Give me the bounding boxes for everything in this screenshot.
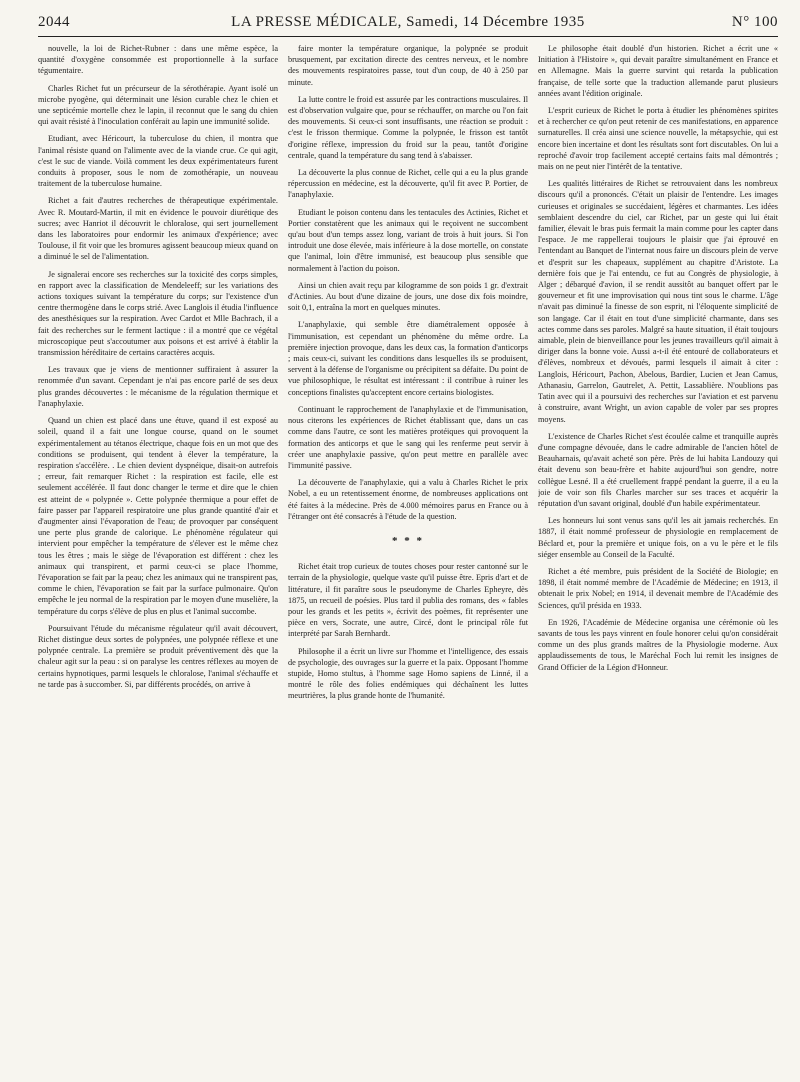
article-paragraph: Richet était trop curieux de toutes choses pour rester cantonné sur le terrain de la physiologie, quelque vaste qu'il puisse être. Epris d'art et de littérature, il fit paraître sous le pseudonyme de Charles Epheyre, dès 1875, un recueil de poésies. Plus tard il publia des romans, des « fables pour les grands et les petits », écrivit des poèmes, fit représenter une pièce en vers, Socrate, une autre, Circé, dont le principal rôle fut interprété par Sarah Bernhardt. (288, 562, 528, 639)
article-paragraph: nouvelle, la loi de Richet-Rubner : dans une même espèce, la quantité d'oxygène consommée est proportionnelle à la surface tégumentaire. (38, 44, 278, 76)
article-paragraph: La découverte de l'anaphylaxie, qui a valu à Charles Richet le prix Nobel, a eu un retentissement énorme, de nombreuses applications ont été faites à la médecine. Près de 4.000 mémoires parus en France ou à l'étranger ont été consacrés à l'étude de la question. (288, 478, 528, 521)
column-2 (288, 43, 528, 1073)
article-paragraph: Le philosophe était doublé d'un historien. Richet a écrit une « Initiation à l'Histoire », qui devait paraître simultanément en France et en Allemagne. Mais la guerre survint qui retarda la publication française, de telle sorte que la traduction allemande parut plusieurs années avant l'édition originale. (538, 44, 778, 98)
article-paragraph: Je signalerai encore ses recherches sur la toxicité des corps simples, en rapport avec la classification de Mendeleeff; sur les variations des actions toxiques suivant la température du corps; sur l'existence d'un centre thermogène dans le corps strié. Avec Langlois il étudia l'influence des anesthésiques sur la respiration. Avec Cardot et Mlle Bachrach, il a fait des recherches sur le ferment lactique : il a montré que ce végétal microscopique peut s'accoutumer aux poisons et est arrivé à établir la transmission héréditaire de certains caractères acquis. (38, 269, 278, 358)
article-paragraph: Richet a fait d'autres recherches de thérapeutique expérimentale. Avec R. Moutard-Martin, il mit en évidence le pouvoir diurétique des sucres; avec Hanriot il découvrit le chloralose, qui sert journellement dans les laboratoires pour endormir les animaux d'expérience; avec Toulouse, il fit voir que les bromures agissent beaucoup mieux quand on a diminué le sel de l'alimentation. (38, 196, 278, 262)
article-paragraph: faire monter la température organique, la polypnée se produit brusquement, par excitation directe des centres nerveux, et le nombre des mouvements respiratoires passe, tout d'un coup, de 40 à 250 par minute. (288, 44, 528, 87)
article-paragraph: Richet a été membre, puis président de la Société de Biologie; en 1898, il était nommé membre de l'Académie de Médecine; en 1913, il obtenait le prix Nobel; en 1914, il devenait membre de l'Académie des Sciences, qu'il présida en 1933. (538, 566, 778, 610)
article-paragraph: Continuant le rapprochement de l'anaphylaxie et de l'immunisation, nous citerons les expériences de Richet établissant que, dans un cas comme dans l'autre, ce sont les matières protéiques qui provoquent la formation des anticorps et que le sang qui les renferme peut servir à créer une anaphylaxie passive, qu'on peut mettre en parallèle avec l'immunité passive. (288, 404, 528, 470)
article-paragraph: Charles Richet fut un précurseur de la sérothérapie. Ayant isolé un microbe pyogène, qui déterminait une lésion curable chez le chien et une septicémie mortelle chez le lapin, il reconnut que le sang du chien qui avait résisté à l'inoculation conférait au lapin une immunité solide. (38, 83, 278, 127)
article-paragraph: Les travaux que je viens de mentionner suffiraient à assurer la renommée d'un savant. Cependant je n'ai pas encore parlé de ses deux plus grandes découvertes : le mécanisme de la régulation thermique et l'anaphylaxie. (38, 365, 278, 408)
article-paragraph: Les honneurs lui sont venus sans qu'il les ait jamais recherchés. En 1887, il était nommé professeur de physiologie en remplacement de Béclard et, pour la première et unique fois, on a vu le père et le fils siéger ensemble au Conseil de la Faculté. (538, 516, 778, 559)
section-separator: * * * (392, 534, 424, 547)
page-header (38, 10, 778, 37)
article-paragraph: Etudiant, avec Héricourt, la tuberculose du chien, il montra que l'animal résiste quand on l'alimente avec de la viande crue. Ce qui agit, c'est le suc de viande. Voilà comment les deux expérimentateurs furent conduits à proposer, sous le nom de zomothérapie, un nouveau traitement de la tuberculose humaine. (38, 134, 278, 189)
article-paragraph: Quand un chien est placé dans une étuve, quand il est exposé au soleil, quand il a fait une longue course, quand on le soumet expérimentalement au tétanos électrique, chaque fois en un mot que des conditions se produisent, qui tendent à élever la température, la respiration s'accélère. . Le chien devient dyspnéique, disait-on autrefois ; erreur, fait remarquer Richet : la respiration est facile, elle est seulement accélérée. Il faut donc changer le terme et dire que le chien est atteint de « polypnée ». Cette polypnée thermique a pour effet de faire passer par l'appareil respiratoire une plus grande quantité d'air et d'augmenter ainsi l'évaporation de l'eau; de provoquer par conséquent une perte plus grande de calorique. Le phénomène régulateur qui intervient pour empêcher la température de s'élever est le même chez tous les êtres ; mais le siège de l'évaporation est différent : chez les animaux qui transpirent, et parmi ceux-ci se place l'homme, l'évaporation se fait par la peau; chez les animaux qui ne transpirent pas, comme le chien, l'évaporation se fait par la surface pulmonaire. Qu'on empêche le jeu normal de la respiration par le moyen d'une muselière, la température du corps s'élève de plus en plus et l'animal succombe. (38, 416, 278, 616)
column-1 (38, 43, 278, 1073)
article-paragraph: Poursuivant l'étude du mécanisme régulateur qu'il avait découvert, Richet distingue deux sortes de polypnées, une polypnée réflexe et une polypnée centrale. La première se produit préventivement dès que la chaleur agit sur la peau : si on paralyse les centres réflexes au moyen de certains hypnotiques, parmi lesquels le chloralose, l'animal s'échauffe et ne tarde pas à succomber. Si, par différents procédés, on arrive à (38, 623, 278, 689)
article-paragraph: La découverte la plus connue de Richet, celle qui a eu la plus grande répercussion en médecine, est la découverte, qu'il fit avec P. Portier, de l'anaphylaxie. (288, 168, 528, 200)
article-paragraph: En 1926, l'Académie de Médecine organisa une cérémonie où les savants de tous les pays vinrent en foule honorer celui qu'on considérait comme un des plus grands maîtres de la Physiologie moderne. Aux applaudissements de tous, le Maréchal Foch lui remit les insignes de Grand Officier de la Légion d'Honneur. (538, 617, 778, 672)
article-paragraph: L'anaphylaxie, qui semble être diamétralement opposée à l'immunisation, est cependant un phénomène du même ordre. La première injection provoque, dans les deux cas, la formation d'anticorps ; mais ceux-ci, suivant les conditions dans lesquelles ils se produisent, servent à la défense de l'organisme ou précipitent sa défaite. Du point de vue philosophique, le résultat est intéressant : il contribue à ruiner les conceptions finalistes qu'acceptent encore certains biologistes. (288, 320, 528, 397)
page-number: 2044 (38, 14, 70, 30)
article-paragraph: Philosophe il a écrit un livre sur l'homme et l'intelligence, des essais de psychologie, des ouvrages sur la guerre et la paix. Opposant l'homme stupide, Homo stultus, à l'homme sage Homo sapiens de Linné, il a montré le rôle des folies endémiques qui déchaînent les luttes meurtrières, la plus grande honte de l'humanité. (288, 646, 528, 701)
article-paragraph: Les qualités littéraires de Richet se retrouvaient dans les nombreux discours qu'il a prononcés. C'était un plaisir de l'entendre. Les images curieuses et originales se succédaient, légères et charmantes. Les idées semblaient descendre du ciel, car Richet, par un geste qui lui était familier, élevait le bras puis fermait la main comme pour les capter dans l'espace. Je me rappellerai toujours le plaisir que j'ai éprouvé en l'entendant au Banquet de l'internat nous faire un discours plein de verve et d'esprit sur les chapeaux, supplément au chapitre d'Aristote. La dernière fois que je l'ai entendu, ce fut au Congrès de physiologie, à Alger ; débarqué d'avion, il se rendit aussitôt au banquet offert par le gouverneur et fit une improvisation qui nous tint sous le charme. L'âge n'avait pas diminué la finesse de son esprit, ni l'éloquente simplicité de son langage. Car il était en tout d'une simplicité charmante, dans ses actes comme dans ses paroles. Malgré sa haute situation, il était toujours aimable, plein de bienveillance pour les jeunes travailleurs qu'il aimait à diriger dans la bonne voie. Aussi a-t-il été entouré de collaborateurs et d'élèves, nombreux et dévoués, parmi lesquels il aimait à citer : Langlois, Héricourt, Pachon, Abelous, Bardier, Lucien et Jean Camus, Athanasiu, Garrelon, Gautrelet, A. Pettit, Lassablière. N'oublions pas Tatin avec qui il a poursuivi des recherches sur l'aviation et est parvenu à construire, avant Wright, un avion capable de voler par ses propres moyens. (538, 179, 778, 424)
article-columns (38, 43, 778, 1073)
article-paragraph: La lutte contre le froid est assurée par les contractions musculaires. Il est d'observation vulgaire que, pour se réchauffer, on marche ou l'on fait des mouvements. Si ceux-ci sont insuffisants, une réaction se produit : c'est le frisson thermique. Comme la polypnée, le frisson est tantôt d'origine réflexe, impression du froid sur la peau, tantôt d'origine centrale, quand la température du sang tend à s'abaisser. (288, 94, 528, 160)
issue-number: N° 100 (731, 14, 778, 30)
column-3 (538, 43, 778, 1073)
article-paragraph: Etudiant le poison contenu dans les tentacules des Actinies, Richet et Portier constatèrent que les animaux qui le reçoivent ne succombent qu'au bout d'un temps assez long, variant de trois à huit jours. Si l'on introduit une dose élevée, mais inférieure à la dose mortelle, on constate que l'animal, loin d'être immunisé, est beaucoup plus sensible que normalement à l'action du poison. (288, 207, 528, 273)
journal-title: LA PRESSE MÉDICALE, Samedi, 14 Décembre 1935 (231, 14, 585, 30)
article-paragraph: L'existence de Charles Richet s'est écoulée calme et tranquille auprès d'une compagne dévouée, dans le cadre admirable de l'ancien hôtel de Beauharnais, qu'avait acheté son père. Près de lui habita Landouzy qui était devenu son beau-frère et habite aujourd'hui son gendre, notre collègue Lesné. Il a été cruellement frappé pendant la guerre, il a eu la joie de voir son fils Charles marcher sur ses traces et acquérir la réputation d'un savant original, doublé d'un habile expérimentateur. (538, 431, 778, 508)
article-paragraph: L'esprit curieux de Richet le porta à étudier les phénomènes spirites et à rechercher ce qu'on peut retenir de ces manifestations, en apparence surnaturelles. Il créa ainsi une science nouvelle, la métapsychie, qui est encore bien incertaine et dont les résultats sont fort discutables. On lui a reproché d'avoir trop facilement accepté certains faits mal démontrés ; mais on ne peut nier l'intérêt de la tentative. (538, 106, 778, 172)
article-paragraph: Ainsi un chien avait reçu par kilogramme de son poids 1 gr. d'extrait d'Actinies. Au bout d'une dizaine de jours, une dose dix fois moindre, soit 0,1, entraîna la mort en quelques minutes. (288, 280, 528, 313)
